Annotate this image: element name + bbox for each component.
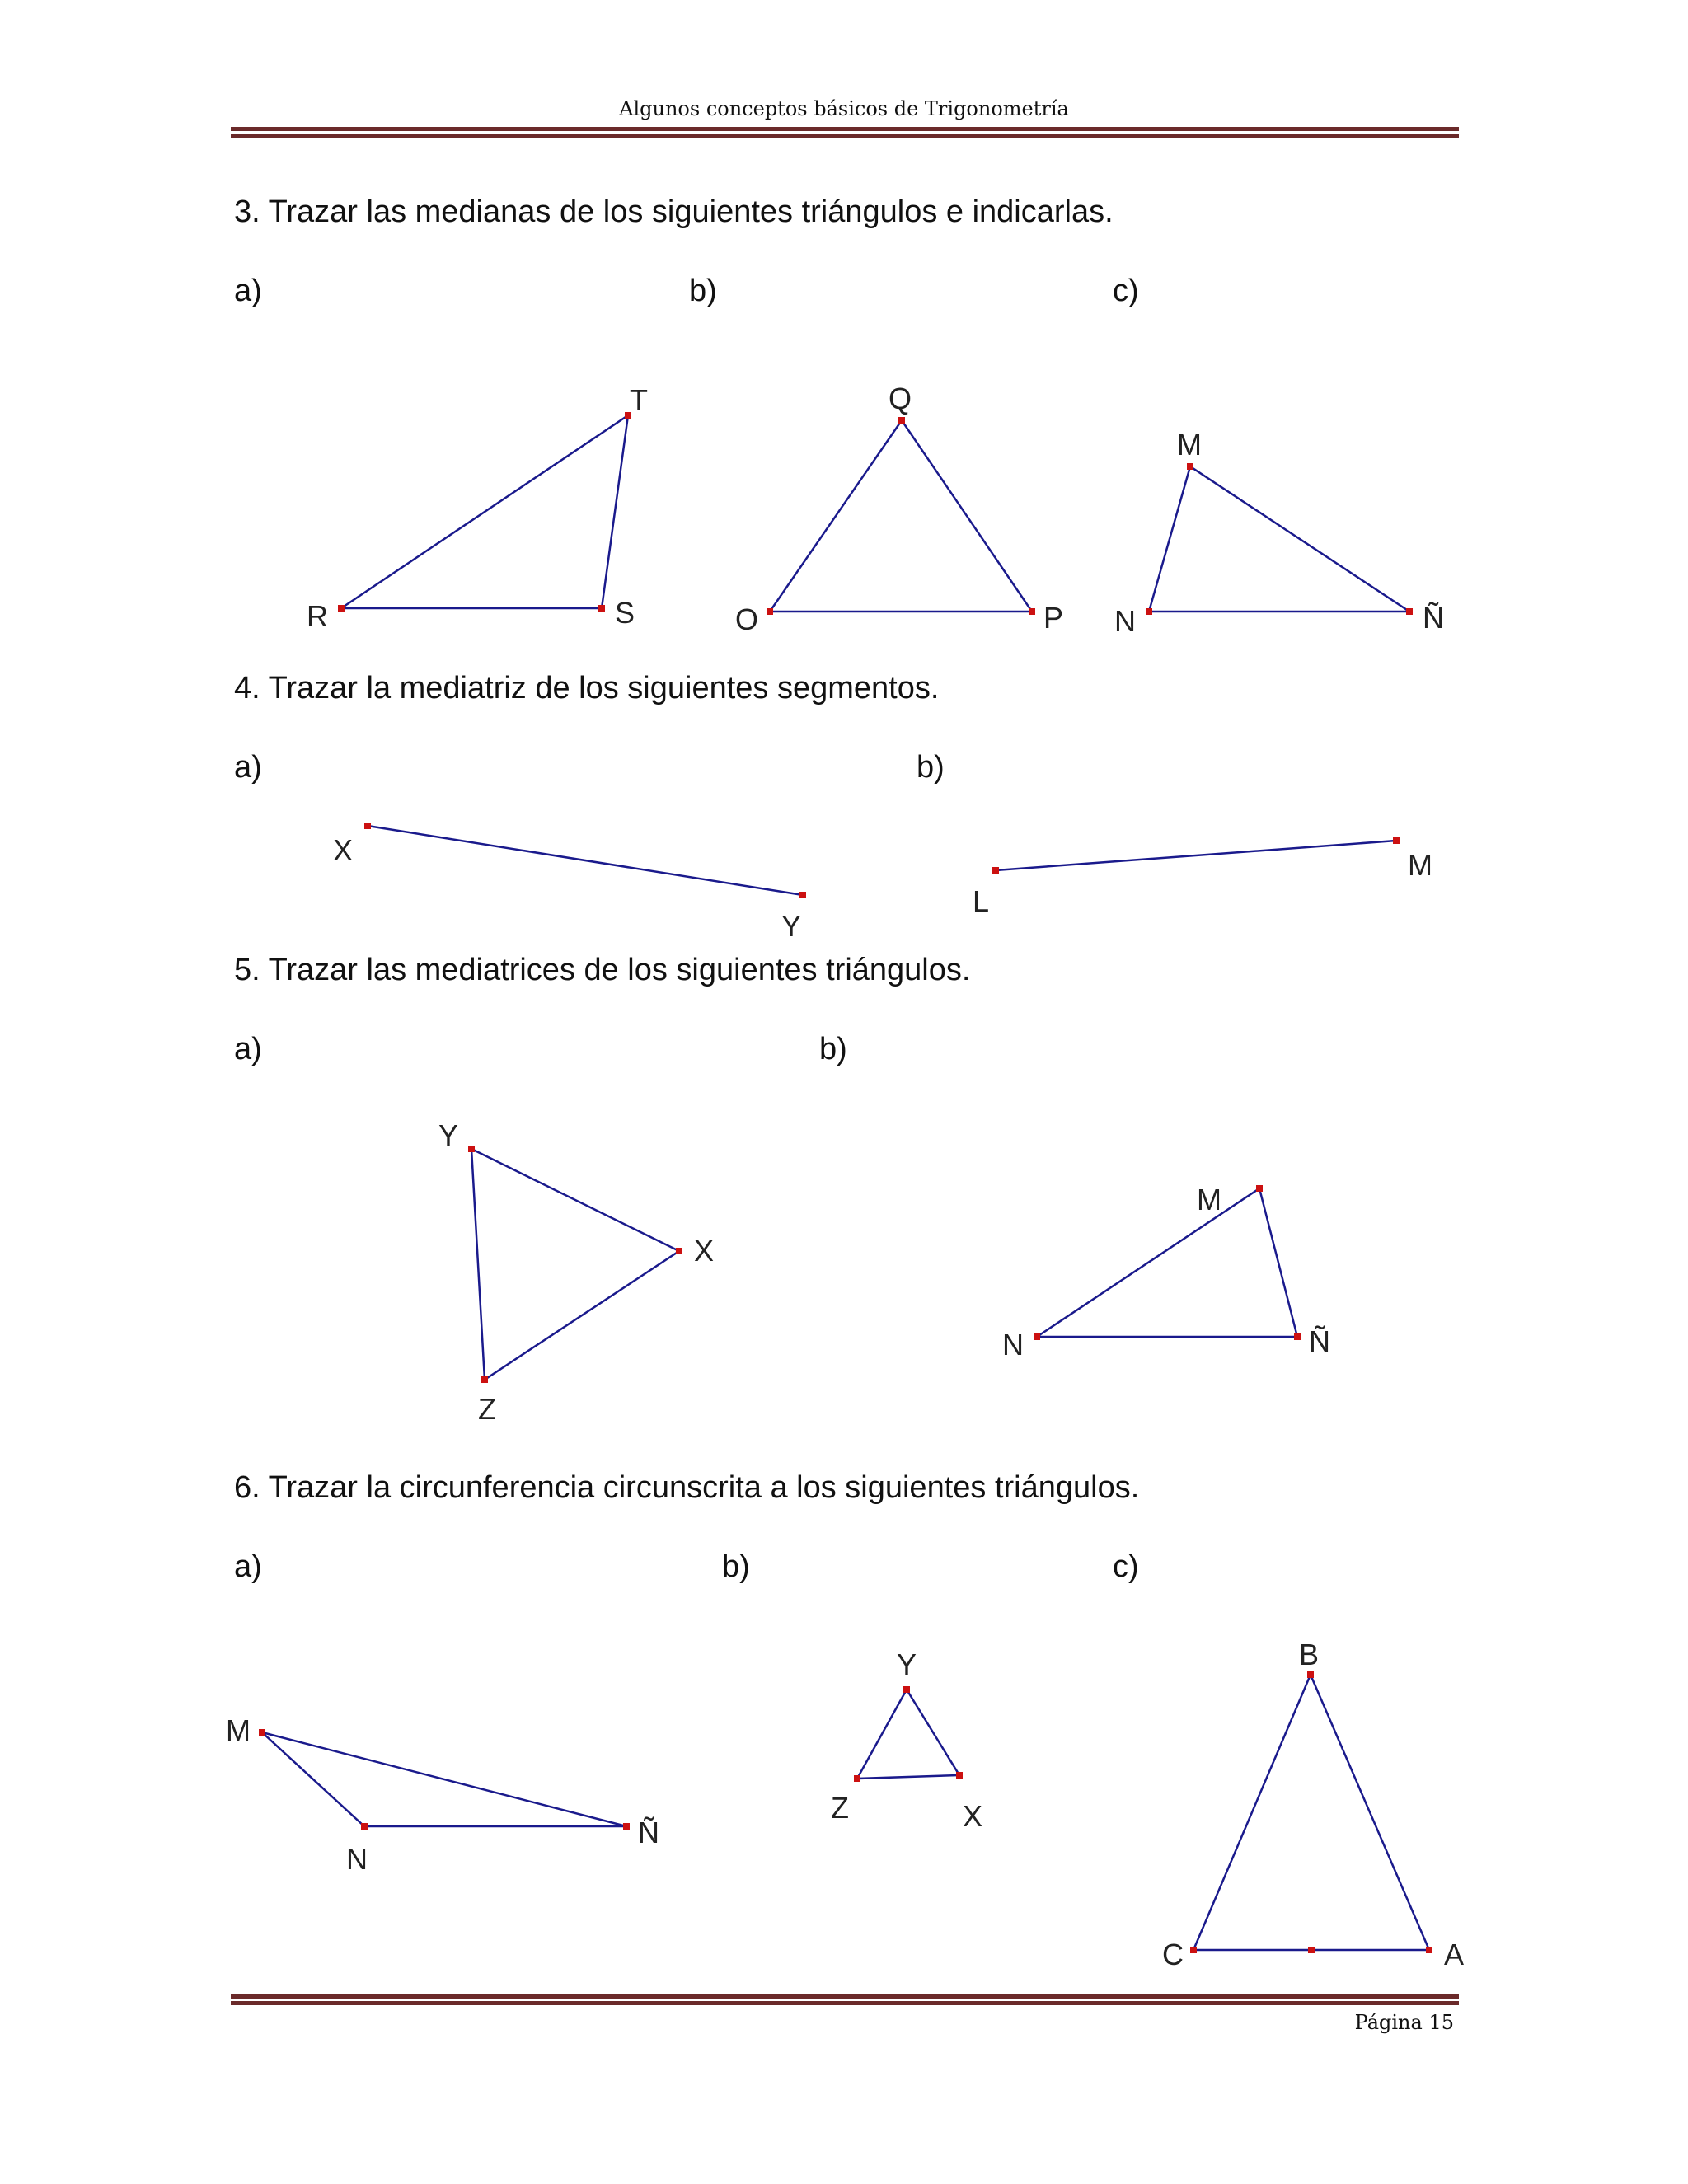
point-M [1393,837,1400,844]
point-A [1426,1947,1432,1953]
page-number: Página 15 [1354,2011,1454,2034]
vertex-label: Z [831,1791,849,1825]
point-R [338,605,345,612]
vertex-label: Ñ [1423,601,1444,635]
vertex-label: M [1197,1183,1221,1216]
vertex-label: P [1043,601,1064,635]
vertex-label: M [1408,848,1432,882]
point-B [1307,1671,1314,1678]
q6-triangle-a [262,1732,626,1826]
vertex-label: O [735,602,759,636]
point-Z [854,1775,860,1782]
vertex-label: Ñ [1309,1324,1330,1358]
point-X [676,1248,682,1254]
page-header-title: Algunos conceptos básicos de Trigonometría [619,97,1069,120]
vertex-label: N [1114,604,1136,638]
q5-label-b: b) [819,1032,847,1066]
vertex-label: C [1162,1938,1184,1971]
vertex-label: Q [889,382,912,415]
point-Ñ [1406,608,1413,615]
q3-title: 3. Trazar las medianas de los siguientes triángulos e indicarlas. [234,194,1114,229]
q6-triangle-b [857,1690,959,1779]
q4-title: 4. Trazar la mediatriz de los siguientes segmentos. [234,671,940,705]
q5-title: 5. Trazar las mediatrices de los siguientes triángulos. [234,953,971,987]
q3-label-a: a) [234,274,262,308]
point-Z [481,1376,488,1383]
vertex-label: Y [781,909,802,943]
vertex-label: N [346,1842,368,1876]
point-P [1029,608,1035,615]
q3-triangle-b [770,420,1032,612]
q6-label-a: a) [234,1549,262,1584]
vertex-label: X [333,833,354,867]
q6-title: 6. Trazar la circunferencia circunscrita a los siguientes triángulos. [234,1470,1140,1505]
q6-label-c: c) [1113,1549,1139,1584]
vertex-label: Y [438,1118,459,1152]
vertex-label: X [963,1799,983,1833]
q3-triangle-a [341,415,628,608]
q3-triangle-c [1149,466,1409,612]
vertex-label: Z [478,1392,496,1426]
vertex-label: Y [897,1647,917,1681]
point-midpoint-CA [1308,1947,1315,1953]
footer-rule [231,1994,1459,1999]
point-Y [903,1686,910,1693]
point-Ñ [623,1823,630,1830]
vertex-label: N [1002,1328,1024,1361]
q3-label-b: b) [689,274,717,308]
q4-label-a: a) [234,750,262,785]
point-N [1034,1333,1040,1340]
vertex-label: T [630,383,648,417]
vertex-label: R [307,599,328,633]
point-Ñ [1294,1333,1301,1340]
point-N [361,1823,368,1830]
q5-triangle-b [1037,1188,1297,1337]
vertex-label: S [615,596,635,630]
point-Y [468,1146,475,1152]
point-M [1187,463,1193,470]
point-C [1190,1947,1197,1953]
point-Q [898,417,905,424]
q5-triangle-a [471,1149,679,1380]
point-L [992,867,999,874]
point-O [767,608,773,615]
vertex-label: M [1177,428,1202,462]
vertex-label: X [694,1234,715,1268]
q4-segment-a [368,826,803,895]
q6-triangle-c [1193,1675,1429,1950]
point-X [364,823,371,829]
point-M [259,1729,265,1736]
q4-segment-b [996,841,1396,870]
footer-rule-2 [231,2001,1459,2005]
q6-label-b: b) [722,1549,750,1584]
q5-label-a: a) [234,1032,262,1066]
vertex-label: M [226,1713,251,1747]
point-S [598,605,605,612]
point-X [956,1772,963,1779]
q4-label-b: b) [917,750,945,785]
point-Y [799,892,806,898]
point-N [1146,608,1152,615]
vertex-label: L [973,884,990,918]
point-M [1256,1185,1263,1192]
q3-label-c: c) [1113,274,1139,308]
vertex-label: A [1444,1938,1465,1971]
vertex-label: B [1299,1638,1320,1671]
vertex-label: Ñ [638,1816,659,1849]
